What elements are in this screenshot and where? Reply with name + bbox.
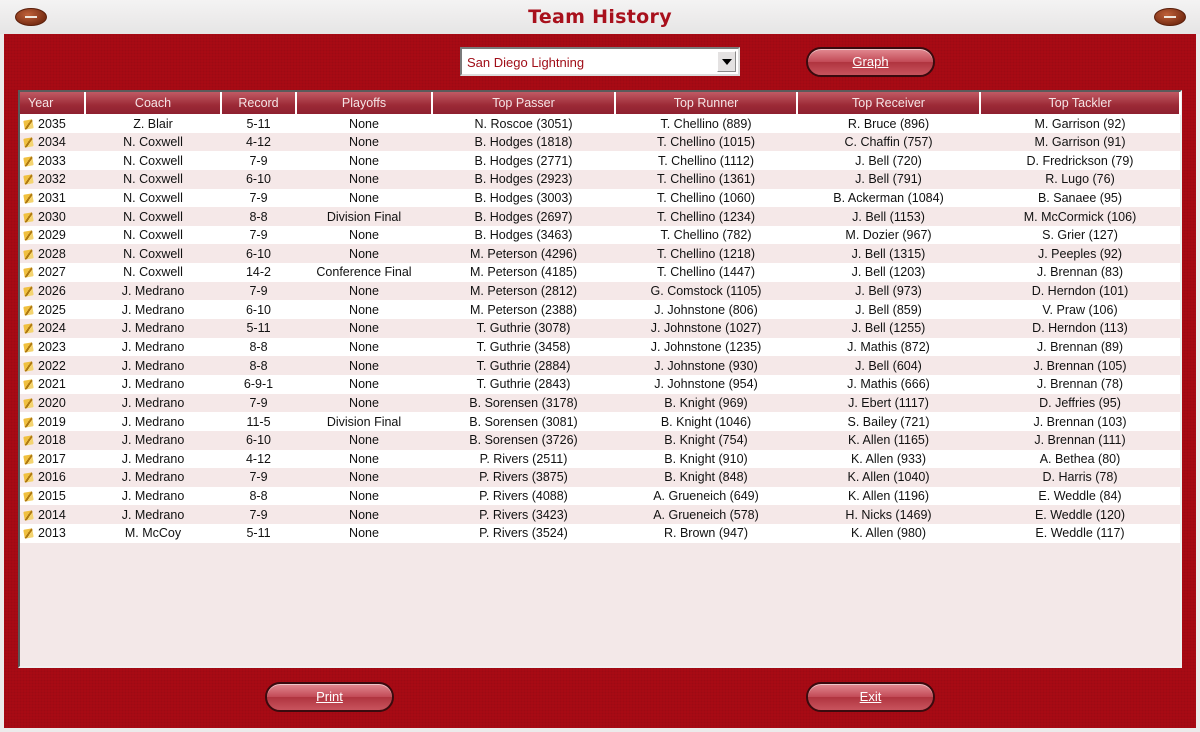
cell-top-passer: P. Rivers (3423) (432, 505, 615, 524)
cell-coach: J. Medrano (85, 450, 221, 469)
cell-year (20, 375, 85, 394)
cell-year (20, 450, 85, 469)
pencil-icon (23, 212, 33, 222)
cell-year (20, 412, 85, 431)
cell-coach: J. Medrano (85, 319, 221, 338)
cell-playoffs: None (296, 151, 432, 170)
cell-top-tackler: D. Fredrickson (79) (980, 151, 1180, 170)
cell-coach: J. Medrano (85, 394, 221, 413)
cell-playoffs: None (296, 487, 432, 506)
cell-top-tackler: J. Brennan (105) (980, 356, 1180, 375)
cell-coach: N. Coxwell (85, 263, 221, 282)
table-row[interactable] (20, 356, 1180, 375)
cell-top-passer: T. Guthrie (3078) (432, 319, 615, 338)
cell-playoffs: None (296, 300, 432, 319)
cell-record: 5-11 (221, 319, 296, 338)
cell-record: 6-10 (221, 431, 296, 450)
pencil-icon (23, 473, 33, 483)
cell-top-passer: B. Sorensen (3081) (432, 412, 615, 431)
cell-year (20, 319, 85, 338)
cell-playoffs: None (296, 394, 432, 413)
year-value: 2020 (38, 395, 66, 410)
year-value: 2032 (38, 172, 66, 187)
cell-year (20, 431, 85, 450)
cell-record: 4-12 (221, 133, 296, 152)
table-row[interactable] (20, 394, 1180, 413)
table-body (20, 114, 1180, 543)
cell-coach: J. Medrano (85, 338, 221, 357)
pencil-icon (23, 454, 33, 464)
pencil-icon (23, 435, 33, 445)
cell-top-runner: T. Chellino (1234) (615, 207, 797, 226)
cell-top-passer: M. Peterson (4185) (432, 263, 615, 282)
table-row[interactable] (20, 338, 1180, 357)
cell-record: 6-9-1 (221, 375, 296, 394)
cell-top-runner: A. Grueneich (578) (615, 505, 797, 524)
table-row[interactable] (20, 524, 1180, 543)
cell-top-passer: T. Guthrie (3458) (432, 338, 615, 357)
cell-year (20, 151, 85, 170)
table-row[interactable] (20, 487, 1180, 506)
pencil-icon (23, 156, 33, 166)
cell-coach: Z. Blair (85, 114, 221, 133)
cell-top-receiver: J. Bell (1255) (797, 319, 980, 338)
column-header-record[interactable]: Record (221, 92, 296, 114)
cell-playoffs: None (296, 375, 432, 394)
cell-top-receiver: J. Bell (1203) (797, 263, 980, 282)
cell-top-passer: B. Hodges (3003) (432, 189, 615, 208)
year-value: 2014 (38, 507, 66, 522)
cell-coach: N. Coxwell (85, 133, 221, 152)
year-value: 2031 (38, 190, 66, 205)
cell-coach: N. Coxwell (85, 189, 221, 208)
cell-record: 8-8 (221, 356, 296, 375)
year-value: 2017 (38, 451, 66, 466)
cell-top-tackler: D. Herndon (101) (980, 282, 1180, 301)
cell-coach: J. Medrano (85, 505, 221, 524)
cell-playoffs: None (296, 189, 432, 208)
cell-top-passer: M. Peterson (2812) (432, 282, 615, 301)
year-value: 2016 (38, 470, 66, 485)
table-row[interactable] (20, 244, 1180, 263)
cell-top-receiver: R. Bruce (896) (797, 114, 980, 133)
cell-top-passer: B. Hodges (2697) (432, 207, 615, 226)
year-value: 2024 (38, 321, 66, 336)
pencil-icon (23, 342, 33, 352)
cell-top-runner: T. Chellino (1218) (615, 244, 797, 263)
cell-top-runner: T. Chellino (889) (615, 114, 797, 133)
column-header-top-tackler[interactable]: Top Tackler (980, 92, 1180, 114)
cell-top-runner: T. Chellino (1361) (615, 170, 797, 189)
cell-year (20, 282, 85, 301)
cell-top-tackler: E. Weddle (84) (980, 487, 1180, 506)
cell-record: 7-9 (221, 151, 296, 170)
history-table-container[interactable] (18, 90, 1182, 668)
cell-top-receiver: K. Allen (1040) (797, 468, 980, 487)
cell-playoffs: None (296, 356, 432, 375)
cell-top-tackler: S. Grier (127) (980, 226, 1180, 245)
table-row[interactable] (20, 282, 1180, 301)
cell-top-receiver: J. Bell (720) (797, 151, 980, 170)
cell-record: 7-9 (221, 468, 296, 487)
cell-top-runner: J. Johnstone (1235) (615, 338, 797, 357)
cell-top-passer: P. Rivers (3524) (432, 524, 615, 543)
year-value: 2026 (38, 284, 66, 299)
year-value: 2027 (38, 265, 66, 280)
cell-coach: J. Medrano (85, 282, 221, 301)
cell-top-passer: M. Peterson (4296) (432, 244, 615, 263)
pencil-icon (23, 510, 33, 520)
cell-coach: J. Medrano (85, 356, 221, 375)
cell-year (20, 207, 85, 226)
cell-top-runner: B. Knight (1046) (615, 412, 797, 431)
cell-top-receiver: J. Bell (1315) (797, 244, 980, 263)
table-row[interactable] (20, 450, 1180, 469)
cell-record: 14-2 (221, 263, 296, 282)
cell-top-tackler: D. Jeffries (95) (980, 394, 1180, 413)
cell-record: 7-9 (221, 226, 296, 245)
year-value: 2023 (38, 340, 66, 354)
table-header-row (20, 92, 1180, 114)
table-row[interactable] (20, 431, 1180, 450)
pencil-icon (23, 491, 33, 501)
cell-top-passer: P. Rivers (2511) (432, 450, 615, 469)
cell-top-receiver: J. Bell (859) (797, 300, 980, 319)
cell-year (20, 170, 85, 189)
cell-top-runner: T. Chellino (1447) (615, 263, 797, 282)
cell-top-runner: B. Knight (848) (615, 468, 797, 487)
pencil-icon (23, 529, 33, 539)
table-row[interactable] (20, 114, 1180, 133)
cell-playoffs: Division Final (296, 412, 432, 431)
cell-top-passer: M. Peterson (2388) (432, 300, 615, 319)
cell-record: 6-10 (221, 170, 296, 189)
year-value: 2028 (38, 246, 66, 261)
cell-year (20, 226, 85, 245)
cell-top-passer: P. Rivers (4088) (432, 487, 615, 506)
cell-playoffs: None (296, 450, 432, 469)
cell-coach: J. Medrano (85, 375, 221, 394)
cell-top-tackler: D. Herndon (113) (980, 319, 1180, 338)
cell-year (20, 244, 85, 263)
year-value: 2029 (38, 228, 66, 243)
year-value: 2030 (38, 209, 66, 224)
cell-record: 7-9 (221, 189, 296, 208)
cell-year (20, 468, 85, 487)
table-row[interactable] (20, 300, 1180, 319)
pencil-icon (23, 249, 33, 259)
cell-record: 8-8 (221, 487, 296, 506)
pencil-icon (23, 324, 33, 334)
cell-top-runner: B. Knight (754) (615, 431, 797, 450)
cell-top-receiver: H. Nicks (1469) (797, 505, 980, 524)
year-value: 2022 (38, 358, 66, 373)
cell-top-runner: J. Johnstone (954) (615, 375, 797, 394)
cell-top-tackler: M. Garrison (92) (980, 114, 1180, 133)
cell-top-receiver: K. Allen (980) (797, 524, 980, 543)
graph-button[interactable]: Graph (806, 47, 935, 77)
cell-coach: N. Coxwell (85, 170, 221, 189)
cell-top-passer: B. Sorensen (3178) (432, 394, 615, 413)
pencil-icon (23, 380, 33, 390)
cell-record: 8-8 (221, 207, 296, 226)
cell-record: 7-9 (221, 505, 296, 524)
pencil-icon (23, 119, 33, 129)
year-value: 2013 (38, 526, 66, 541)
cell-top-receiver: J. Bell (604) (797, 356, 980, 375)
cell-top-receiver: S. Bailey (721) (797, 412, 980, 431)
pencil-icon (23, 286, 33, 296)
cell-top-tackler: E. Weddle (120) (980, 505, 1180, 524)
year-value: 2021 (38, 377, 66, 392)
cell-playoffs: None (296, 114, 432, 133)
cell-playoffs: None (296, 505, 432, 524)
cell-coach: N. Coxwell (85, 226, 221, 245)
print-button[interactable]: Print (265, 682, 394, 712)
cell-coach: N. Coxwell (85, 207, 221, 226)
cell-playoffs: None (296, 431, 432, 450)
column-header-top-runner[interactable]: Top Runner (615, 92, 797, 114)
column-header-year[interactable]: Year (20, 92, 85, 114)
cell-top-receiver: B. Ackerman (1084) (797, 189, 980, 208)
cell-top-receiver: J. Ebert (1117) (797, 394, 980, 413)
cell-year (20, 487, 85, 506)
cell-top-runner: B. Knight (969) (615, 394, 797, 413)
cell-top-passer: T. Guthrie (2843) (432, 375, 615, 394)
table-row[interactable] (20, 375, 1180, 394)
cell-top-runner: T. Chellino (782) (615, 226, 797, 245)
cell-year (20, 505, 85, 524)
cell-top-runner: T. Chellino (1112) (615, 151, 797, 170)
table-row[interactable] (20, 207, 1180, 226)
cell-top-tackler: B. Sanaee (95) (980, 189, 1180, 208)
cell-top-passer: B. Hodges (2771) (432, 151, 615, 170)
cell-top-passer: T. Guthrie (2884) (432, 356, 615, 375)
cell-top-passer: B. Hodges (2923) (432, 170, 615, 189)
table-row[interactable] (20, 319, 1180, 338)
cell-year (20, 263, 85, 282)
cell-playoffs: None (296, 468, 432, 487)
cell-playoffs: None (296, 319, 432, 338)
history-table (20, 92, 1181, 543)
cell-top-receiver: J. Bell (791) (797, 170, 980, 189)
cell-year (20, 338, 85, 357)
table-row[interactable] (20, 226, 1180, 245)
team-select[interactable] (460, 47, 740, 76)
cell-year (20, 394, 85, 413)
cell-playoffs: None (296, 133, 432, 152)
cell-top-tackler: M. McCormick (106) (980, 207, 1180, 226)
cell-top-tackler: J. Brennan (103) (980, 412, 1180, 431)
pencil-icon (23, 305, 33, 315)
year-value: 2033 (38, 153, 66, 168)
cell-year (20, 524, 85, 543)
cell-top-runner: R. Brown (947) (615, 524, 797, 543)
cell-coach: N. Coxwell (85, 244, 221, 263)
cell-top-receiver: J. Bell (973) (797, 282, 980, 301)
cell-top-runner: T. Chellino (1015) (615, 133, 797, 152)
cell-top-receiver: J. Mathis (666) (797, 375, 980, 394)
cell-top-tackler: V. Praw (106) (980, 300, 1180, 319)
page-title: Team History (528, 6, 672, 28)
dropdown-arrow-button[interactable] (717, 51, 736, 72)
chevron-down-icon (722, 59, 732, 65)
pencil-icon (23, 268, 33, 278)
cell-top-passer: B. Hodges (1818) (432, 133, 615, 152)
cell-top-tackler: D. Harris (78) (980, 468, 1180, 487)
cell-top-runner: G. Comstock (1105) (615, 282, 797, 301)
cell-top-passer: B. Hodges (3463) (432, 226, 615, 245)
table-row[interactable] (20, 263, 1180, 282)
cell-top-receiver: M. Dozier (967) (797, 226, 980, 245)
cell-top-runner: A. Grueneich (649) (615, 487, 797, 506)
cell-top-receiver: K. Allen (933) (797, 450, 980, 469)
cell-coach: J. Medrano (85, 300, 221, 319)
column-header-top-passer[interactable]: Top Passer (432, 92, 615, 114)
cell-record: 4-12 (221, 450, 296, 469)
table-row[interactable] (20, 151, 1180, 170)
cell-playoffs: None (296, 282, 432, 301)
cell-coach: M. McCoy (85, 524, 221, 543)
cell-top-passer: P. Rivers (3875) (432, 468, 615, 487)
cell-record: 5-11 (221, 114, 296, 133)
pencil-icon (23, 398, 33, 408)
cell-playoffs: None (296, 338, 432, 357)
cell-top-tackler: M. Garrison (91) (980, 133, 1180, 152)
cell-top-passer: N. Roscoe (3051) (432, 114, 615, 133)
table-row[interactable] (20, 468, 1180, 487)
cell-coach: J. Medrano (85, 468, 221, 487)
cell-record: 5-11 (221, 524, 296, 543)
cell-top-runner: T. Chellino (1060) (615, 189, 797, 208)
cell-year (20, 133, 85, 152)
cell-coach: N. Coxwell (85, 151, 221, 170)
table-row[interactable] (20, 170, 1180, 189)
cell-record: 6-10 (221, 244, 296, 263)
cell-record: 6-10 (221, 300, 296, 319)
team-select-value: San Diego Lightning (467, 55, 585, 70)
cell-coach: J. Medrano (85, 412, 221, 431)
cell-top-tackler: J. Brennan (89) (980, 338, 1180, 357)
cell-top-tackler: E. Weddle (117) (980, 524, 1180, 543)
year-value: 2034 (38, 134, 66, 149)
cell-top-tackler: J. Brennan (83) (980, 263, 1180, 282)
pencil-icon (23, 361, 33, 371)
cell-record: 11-5 (221, 412, 296, 431)
column-header-coach[interactable]: Coach (85, 92, 221, 114)
cell-top-runner: J. Johnstone (1027) (615, 319, 797, 338)
cell-playoffs: None (296, 524, 432, 543)
cell-playoffs: Division Final (296, 207, 432, 226)
cell-top-receiver: C. Chaffin (757) (797, 133, 980, 152)
year-value: 2015 (38, 489, 66, 504)
table-row[interactable] (20, 189, 1180, 208)
cell-top-tackler: J. Brennan (111) (980, 431, 1180, 450)
cell-top-tackler: A. Bethea (80) (980, 450, 1180, 469)
cell-top-passer: B. Sorensen (3726) (432, 431, 615, 450)
cell-record: 7-9 (221, 394, 296, 413)
cell-top-runner: B. Knight (910) (615, 450, 797, 469)
pencil-icon (23, 193, 33, 203)
cell-record: 7-9 (221, 282, 296, 301)
cell-top-tackler: R. Lugo (76) (980, 170, 1180, 189)
cell-coach: J. Medrano (85, 487, 221, 506)
year-value: 2019 (38, 414, 66, 429)
cell-record: 8-8 (221, 338, 296, 357)
cell-top-receiver: J. Bell (1153) (797, 207, 980, 226)
pencil-icon (23, 417, 33, 427)
cell-top-tackler: J. Peeples (92) (980, 244, 1180, 263)
column-header-playoffs[interactable]: Playoffs (296, 92, 432, 114)
cell-top-receiver: K. Allen (1165) (797, 431, 980, 450)
cell-year (20, 189, 85, 208)
cell-playoffs: None (296, 170, 432, 189)
cell-year (20, 356, 85, 375)
cell-top-receiver: K. Allen (1196) (797, 487, 980, 506)
cell-playoffs: Conference Final (296, 263, 432, 282)
year-value: 2035 (38, 116, 66, 131)
column-header-top-receiver[interactable]: Top Receiver (797, 92, 980, 114)
exit-button[interactable]: Exit (806, 682, 935, 712)
cell-top-receiver: J. Mathis (872) (797, 338, 980, 357)
pencil-icon (23, 137, 33, 147)
table-row[interactable] (20, 412, 1180, 431)
year-value: 2025 (38, 302, 66, 317)
pencil-icon (23, 230, 33, 240)
year-value: 2018 (38, 433, 66, 448)
table-row[interactable] (20, 505, 1180, 524)
cell-coach: J. Medrano (85, 431, 221, 450)
cell-year (20, 300, 85, 319)
cell-year (20, 114, 85, 133)
cell-top-runner: J. Johnstone (930) (615, 356, 797, 375)
table-row[interactable] (20, 133, 1180, 152)
cell-playoffs: None (296, 226, 432, 245)
cell-top-tackler: J. Brennan (78) (980, 375, 1180, 394)
pencil-icon (23, 175, 33, 185)
cell-top-runner: J. Johnstone (806) (615, 300, 797, 319)
cell-playoffs: None (296, 244, 432, 263)
